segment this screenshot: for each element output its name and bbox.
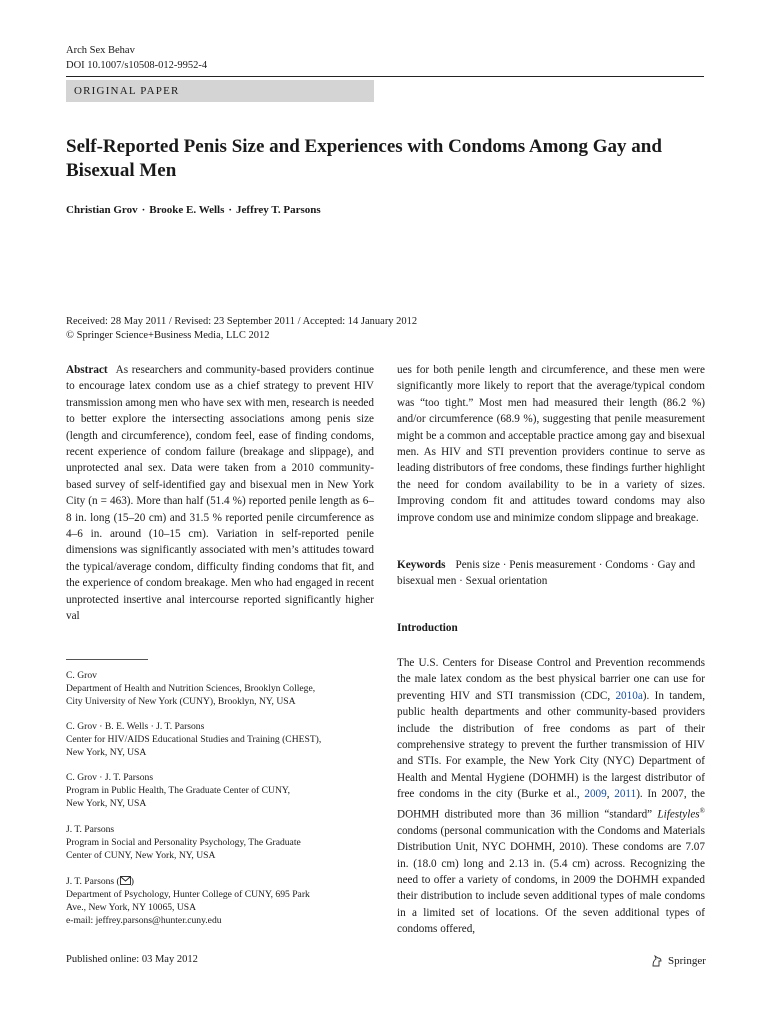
article-title: Self-Reported Penis Size and Experiences with Condoms Among Gay and Bisexual Men [66,136,662,181]
affiliation-line: City University of New York (CUNY), Brooklyn, NY, USA [66,696,296,707]
article-history [66,315,417,343]
affiliation [66,771,376,810]
intro-text: ). In 2007, the DOHMH distributed more than 36 million “standard” [397,788,705,821]
section-banner: ORIGINAL PAPER [66,80,374,102]
keywords [397,557,705,590]
header-rule [66,76,704,77]
envelope-icon [120,876,131,885]
intro-text: , [606,788,615,801]
abstract-text: As researchers and community-based providers continue to encourage latex condom use as a chief strategy to prevent HIV transmission among men who have sex with men, research is needed to better explore the intersecting associations among penis size (length and circumference), condom feel, ease of finding condoms, recent experience of condom failure (breakage and slippage), and unprotected anal sex. Data were taken from a 2010 community-based survey of self-identified gay and bisexual men in New York City (n = 463). More than half (51.4 %) reported penile length as 6–8 in. long (15–20 cm) and 31.5 % reported penile circumference as 4–6 in. around (10–15 cm). Variation in self-reported penile dimensions was significantly associated with men’s attitudes toward the typical/average condom, difficulty finding condoms that fit, and the experience of condom breakage. Men who had engaged in recent unprotected insertive anal intercourse reported significantly higher val [66,364,374,623]
affiliation [66,720,376,759]
affiliation-line: Department of Health and Nutrition Sciences, Brooklyn College, [66,683,316,694]
affiliation-line: Program in Public Health, The Graduate Center of CUNY, [66,785,290,796]
keywords-text: Penis size · Penis measurement · Condoms · Gay and bisexual men · Sexual orientation [397,559,696,588]
registered-mark: ® [699,806,705,815]
affiliation-corresponding [66,875,376,927]
citation-link[interactable]: 2010a [615,689,643,702]
affiliation [66,669,376,708]
affiliation-line: Center of CUNY, New York, NY, USA [66,850,216,861]
affiliation-line: Center for HIV/AIDS Educational Studies and Training (CHEST), [66,734,322,745]
section-heading-introduction: Introduction [397,622,458,634]
abstract-label: Abstract [66,364,108,376]
introduction-paragraph [397,655,705,938]
citation-link[interactable]: 2009 [584,788,607,801]
paren-close: ) [130,876,134,887]
affiliation-line: New York, NY, USA [66,798,147,809]
email[interactable]: e-mail: jeffrey.parsons@hunter.cuny.edu [66,915,222,926]
intro-text: ). In tandem, public health departments and other community-based providers include the distribution of free condoms as part of their comprehensive strategy to prevent the further transmission of HIV and STIs. For example, the New York City (NYC) Department of Health and Mental Hygiene (DOHMH) is the largest distributor of free condoms in the city (Burke et al., [397,689,705,801]
affiliation-names: C. Grov · J. T. Parsons [66,772,154,783]
affiliation-names: C. Grov [66,670,97,681]
intro-text: The U.S. Centers for Disease Control and Prevention recommends the male latex condom as the best physical barrier one can use for preventing HIV and STI transmission (CDC, [397,657,705,702]
received-dates: Received: 28 May 2011 / Revised: 23 September 2011 / Accepted: 14 January 2012 [66,316,418,327]
abstract [66,362,374,625]
published-date: Published online: 03 May 2012 [66,954,198,965]
brand-name: Lifestyles [657,808,700,821]
publisher-logo [650,954,706,968]
affiliation-line: Ave., New York, NY 10065, USA [66,902,197,913]
journal-header [66,43,207,73]
intro-text: condoms (personal communication with the Condoms and Materials Distribution Unit, NYC DOHMH, 2010). These condoms are 7.07 in. (18.0 cm) long and 2.13 in. (5.4 cm) across. Recognizing the need to offer a variety of condoms, in 2009 the DOHMH expanded their distribution to include seven additional types of male condoms in a limited set of locations. Of the seven additional types of condoms offered, [397,824,705,936]
journal-name: Arch Sex Behav [66,45,135,56]
affiliation-names [66,875,376,888]
publisher-name: Springer [668,955,706,967]
keywords-label: Keywords [397,559,446,571]
affiliation-line: Program in Social and Personality Psychology, The Graduate [66,837,301,848]
springer-horse-icon [650,954,664,968]
author[interactable]: Christian Grov [66,204,138,216]
corresponding-author: J. T. Parsons ( [66,876,120,887]
copyright: © Springer Science+Business Media, LLC 2012 [66,330,270,341]
affiliation-names: J. T. Parsons [66,824,115,835]
footnote-rule [66,659,148,660]
abstract-continued: ues for both penile length and circumference, and these men were significantly more likely to report that the average/typical condom was “too tight.” Most men had measured their length (86.2 %) and/or circumference (68.9 %), suggesting that penile measurement might be a common and acceptable practice among gay and bisexual men. As HIV and STI prevention providers continue to serve as leading distributors of free condoms, these findings further highlight the need for condom availability to be in a variety of sizes. Improving condom fit and attitudes toward condoms may also improve condom use and minimize condom slippage and breakage. [397,364,705,524]
affiliation-names: C. Grov · B. E. Wells · J. T. Parsons [66,721,205,732]
author[interactable]: Jeffrey T. Parsons [236,204,321,216]
affiliation-line: Department of Psychology, Hunter College of CUNY, 695 Park [66,889,310,900]
author[interactable]: Brooke E. Wells [149,204,225,216]
author-list: Christian Grov · Brooke E. Wells · Jeffrey T. Parsons [66,204,321,216]
citation-link[interactable]: 2011 [614,788,637,801]
affiliation-line: New York, NY, USA [66,747,147,758]
affiliation [66,823,376,862]
doi[interactable]: DOI 10.1007/s10508-012-9952-4 [66,60,208,71]
